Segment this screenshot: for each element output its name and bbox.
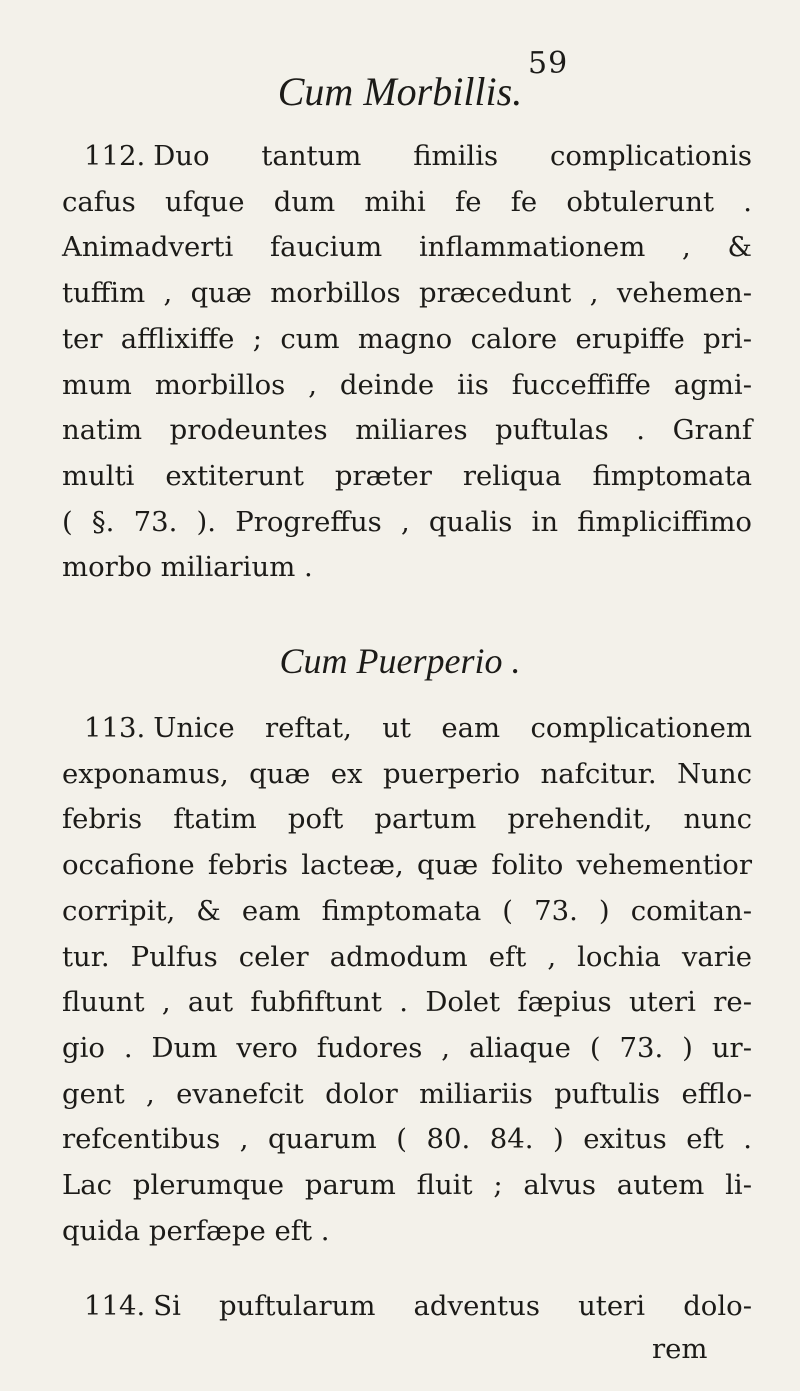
- text-line: 113. Unice reftat, ut eam complicationem: [84, 712, 752, 744]
- section-heading: Cum Puerperio .: [279, 641, 521, 681]
- text-line: quida perfæpe eft .: [62, 1214, 330, 1247]
- text-line: gio . Dum vero fudores , aliaque ( 73. ) ur-: [62, 1031, 752, 1064]
- text-line: tuffim , quæ morbillos præcedunt , vehemen-: [62, 277, 752, 310]
- text-line: gent , evanefcit dolor miliariis puftulis efflo-: [62, 1077, 752, 1110]
- section-number: 114.: [84, 1290, 146, 1322]
- text-line: ter afflixiffe ; cum magno calore erupiffe pri-: [62, 322, 752, 355]
- section-114: [62, 1284, 752, 1330]
- text-line: ( §. 73. ). Progreffus , qualis in fimpliciffimo: [62, 505, 752, 538]
- text-line: multi extiterunt præter reliqua fimptomata: [62, 459, 752, 492]
- text-line: mum morbillos , deinde iis fucceffiffe agmi-: [62, 368, 752, 401]
- section-number: 112.: [84, 140, 146, 172]
- text-line: morbo miliarium .: [62, 551, 313, 584]
- text-line: cafus ufque dum mihi fe fe obtulerunt .: [62, 185, 752, 218]
- section-112: [62, 134, 752, 591]
- text-line: 112. Duo tantum fimilis complicationis: [84, 140, 752, 172]
- page-number: 59: [528, 46, 569, 81]
- text-line: natim prodeuntes miliares puftulas . Granf: [62, 414, 752, 447]
- text-line: Animadverti faucium inflammationem , &: [62, 231, 752, 264]
- text-line: exponamus, quæ ex puerperio nafcitur. Nunc: [62, 757, 752, 790]
- text-line: Lac plerumque parum fluit ; alvus autem li-: [62, 1169, 752, 1202]
- section-113: [62, 706, 752, 1254]
- catchword: rem: [652, 1333, 708, 1365]
- text-line: refcentibus , quarum ( 80. 84. ) exitus eft .: [62, 1123, 752, 1156]
- text-line: 114. Si puftularum adventus uteri dolo-: [84, 1290, 752, 1322]
- running-head: Cum Morbillis.: [277, 69, 523, 114]
- text-line: fluunt , aut fubfiftunt . Dolet fæpius uteri re-: [62, 986, 752, 1019]
- section-number: 113.: [84, 712, 146, 744]
- text-line: corripit, & eam fimptomata ( 73. ) comitan-: [62, 894, 752, 927]
- text-line: tur. Pulfus celer admodum eft , lochia varie: [62, 940, 752, 973]
- text-line: occafione febris lacteæ, quæ folito vehementior: [62, 849, 752, 882]
- text-line: febris ftatim poft partum prehendit, nunc: [62, 803, 752, 836]
